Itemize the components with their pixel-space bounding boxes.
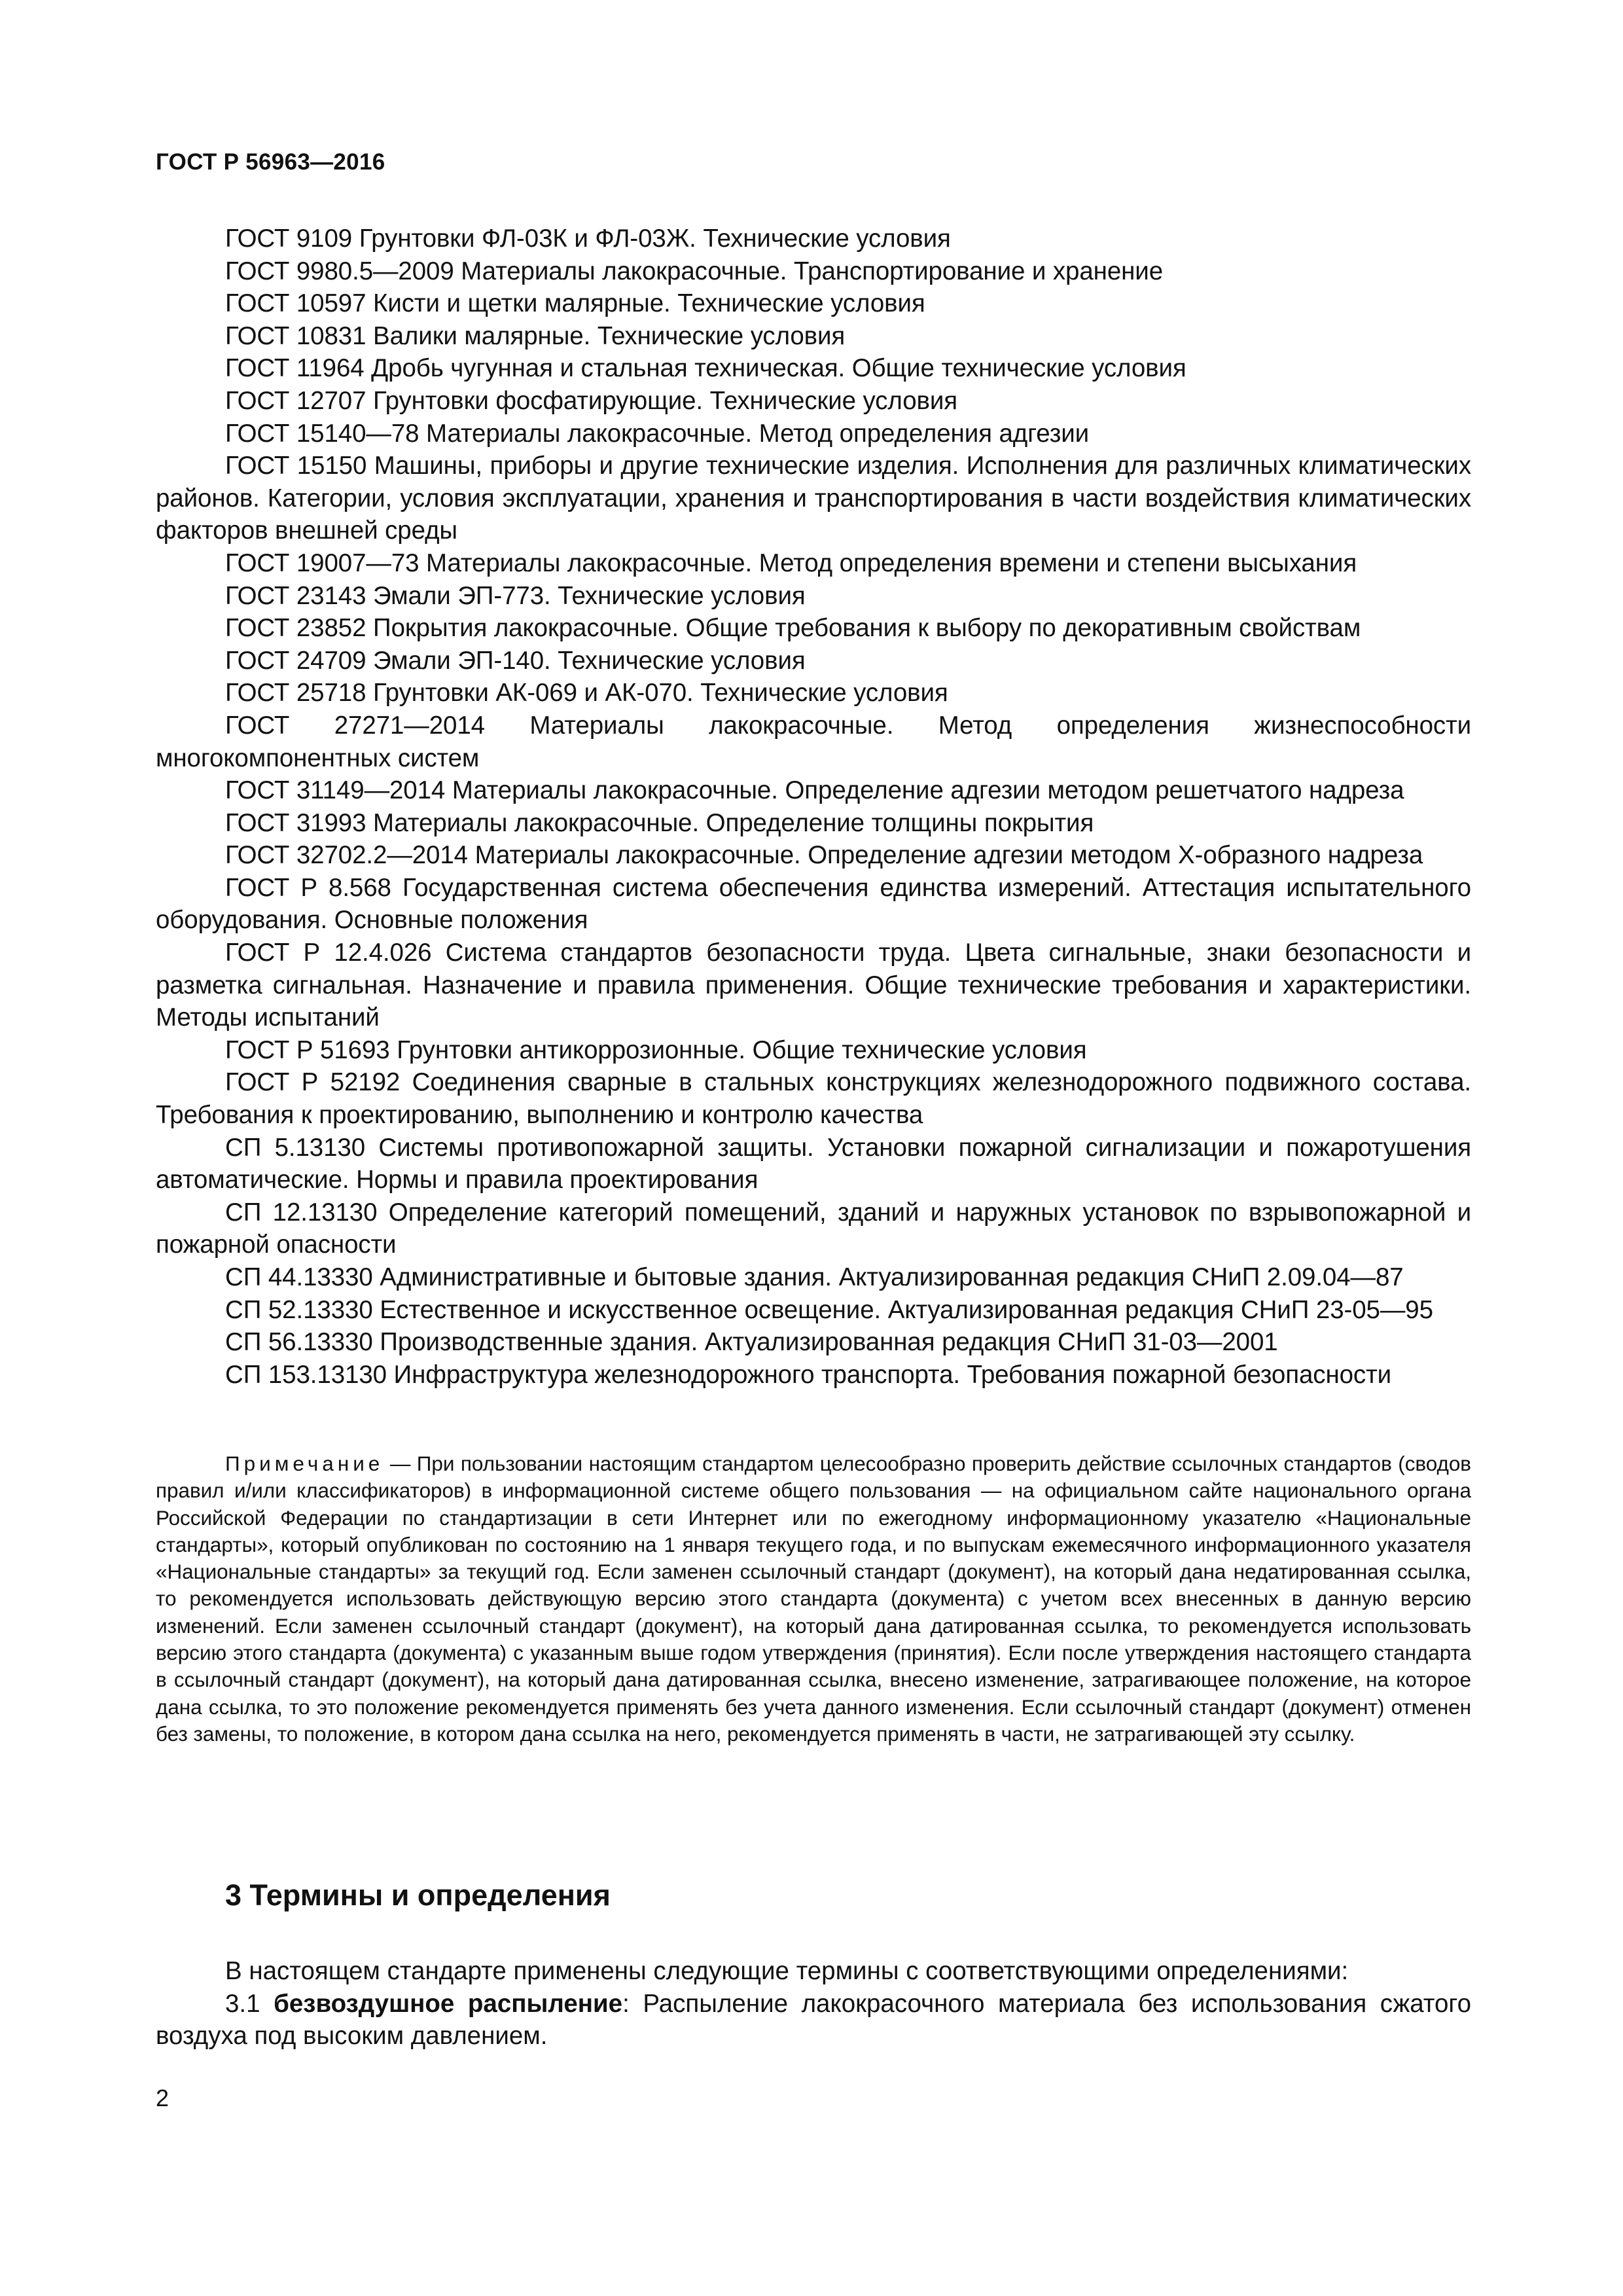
reference-item: ГОСТ 12707 Грунтовки фосфатирующие. Технические условия [225, 386, 958, 415]
reference-item: ГОСТ 23143 Эмали ЭП-773. Технические условия [225, 581, 806, 610]
reference-item: ГОСТ 11964 Дробь чугунная и стальная техническая. Общие технические условия [225, 354, 1186, 383]
reference-item: ГОСТ 27271—2014 Материалы лакокрасочные. Метод определения жизнеспособности многокомпонентных систем [156, 711, 1471, 772]
term-name: безвоздушное распыление [274, 1989, 623, 2018]
reference-item: ГОСТ Р 12.4.026 Система стандартов безопасности труда. Цвета сигнальные, знаки безопасности и разметка сигнальная. Назначение и правила применения. Общие технические требования и характеристики. Методы испытаний [156, 939, 1471, 1032]
reference-item: ГОСТ 10597 Кисти и щетки малярные. Технические условия [225, 289, 925, 318]
reference-item: ГОСТ Р 8.568 Государственная система обеспечения единства измерений. Аттестация испытательного оборудования. Основные положения [156, 873, 1471, 935]
reference-item: ГОСТ 15150 Машины, приборы и другие технические изделия. Исполнения для различных климатических районов. Категории, условия эксплуатации, хранения и транспортирования в части воздействия климатических факторов внешней среды [156, 452, 1471, 545]
document-header: ГОСТ Р 56963—2016 [156, 149, 385, 175]
references-list [156, 223, 1471, 1391]
reference-item: СП 5.13130 Системы противопожарной защиты. Установки пожарной сигнализации и пожаротушения автоматические. Нормы и правила проектирования [156, 1133, 1471, 1194]
reference-item: ГОСТ 9109 Грунтовки ФЛ-03К и ФЛ-03Ж. Технические условия [225, 224, 951, 253]
section-title: 3 Термины и определения [225, 1878, 611, 1912]
reference-item: ГОСТ 31149—2014 Материалы лакокрасочные. Определение адгезии методом решетчатого надреза [225, 776, 1404, 805]
reference-item: ГОСТ 19007—73 Материалы лакокрасочные. Метод определения времени и степени высыхания [225, 548, 1357, 577]
reference-item: ГОСТ 32702.2—2014 Материалы лакокрасочные. Определение адгезии методом Х-образного надреза [225, 841, 1423, 870]
reference-item: ГОСТ 9980.5—2009 Материалы лакокрасочные. Транспортирование и хранение [225, 257, 1164, 285]
reference-item: ГОСТ 15140—78 Материалы лакокрасочные. Метод определения адгезии [225, 419, 1090, 448]
term-entry [156, 1988, 1471, 2053]
reference-item: ГОСТ Р 52192 Соединения сварные в стальных конструкциях железнодорожного подвижного состава. Требования к проектированию, выполнению и контролю качества [156, 1068, 1471, 1130]
page-number: 2 [156, 2085, 169, 2111]
reference-item: СП 44.13330 Административные и бытовые здания. Актуализированная редакция СНиП 2.09.04—87 [225, 1263, 1404, 1291]
reference-item: СП 52.13330 Естественное и искусственное освещение. Актуализированная редакция СНиП 23-05—95 [225, 1295, 1433, 1324]
reference-item: СП 56.13330 Производственные здания. Актуализированная редакция СНиП 31-03—2001 [225, 1328, 1278, 1357]
reference-item: СП 153.13130 Инфраструктура железнодорожного транспорта. Требования пожарной безопасности [225, 1360, 1392, 1389]
reference-item: ГОСТ 23852 Покрытия лакокрасочные. Общие требования к выбору по декоративным свойствам [225, 614, 1361, 643]
terms-section [156, 1955, 1471, 2053]
term-number: 3.1 [225, 1989, 274, 2018]
reference-item: ГОСТ 25718 Грунтовки АК-069 и АК-070. Технические условия [225, 679, 948, 708]
note-label: Примечание [225, 1452, 384, 1475]
references-note [156, 1450, 1471, 1748]
reference-item: СП 12.13130 Определение категорий помещений, зданий и наружных установок по взрывопожарной и пожарной опасности [156, 1198, 1471, 1259]
reference-item: ГОСТ 24709 Эмали ЭП-140. Технические условия [225, 646, 806, 675]
reference-item: ГОСТ 10831 Валики малярные. Технические условия [225, 321, 846, 350]
term-definition: : Распыление лакокрасочного материала без использования сжатого воздуха под высоким давлением. [156, 1989, 1471, 2051]
terms-intro: В настоящем стандарте применены следующие термины с соответствующими определениями: [225, 1957, 1349, 1985]
reference-item: ГОСТ 31993 Материалы лакокрасочные. Определение толщины покрытия [225, 808, 1094, 837]
note-text: — При пользовании настоящим стандартом целесообразно проверить действие ссылочных стандартов (сводов правил и/или классификаторов) в информационной системе общего пользования — на официальном сайте национального органа Российской Федерации по стандартизации в сети Интернет или по ежегодному информационному указателю «Национальные стандарты», который опубликован по состоянию на 1 января текущего года, и по выпускам ежемесячного информационного указателя «Национальные стандарты» за текущий год. Если заменен ссылочный стандарт (документ), на который дана недатированная ссылка, то рекомендуется использовать действующую версию этого стандарта (документа) с учетом всех внесенных в данную версию изменений. Если заменен ссылочный стандарт (документ), на который дана датированная ссылка, то рекомендуется использовать версию этого стандарта (документа) с указанным выше годом утверждения (принятия). Если после утверждения настоящего стандарта в ссылочный стандарт (документ), на который дана датированная ссылка, внесено изменение, затрагивающее положение, на которое дана ссылка, то это положение рекомендуется применять без учета данного изменения. Если ссылочный стандарт (документ) отменен без замены, то положение, в котором дана ссылка на него, рекомендуется применять в части, не затрагивающей эту ссылку. [156, 1452, 1471, 1746]
reference-item: ГОСТ Р 51693 Грунтовки антикоррозионные. Общие технические условия [225, 1035, 1087, 1064]
